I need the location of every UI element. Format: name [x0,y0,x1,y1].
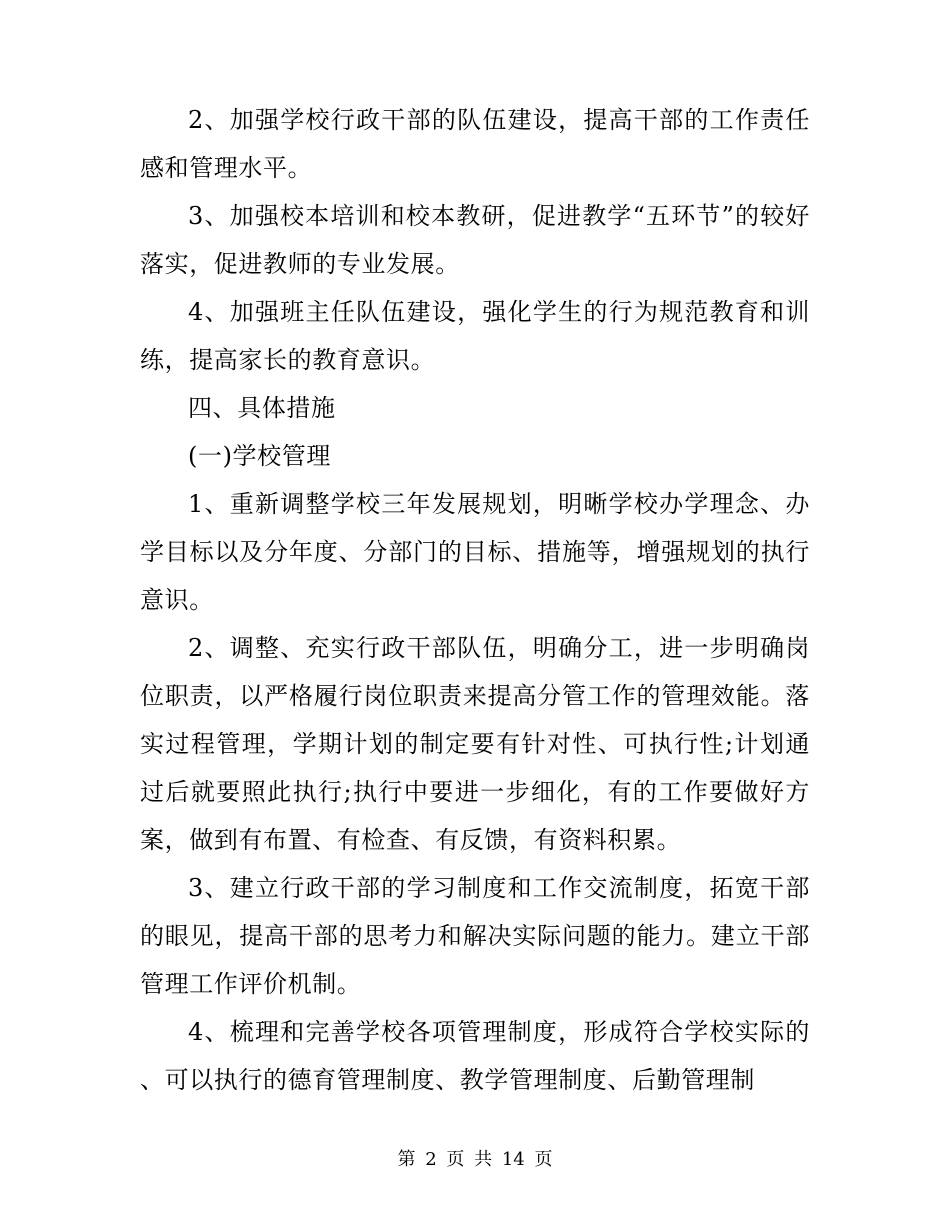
paragraph-admin-staffing: 2、调整、充实行政干部队伍，明确分工，进一步明确岗位职责，以严格履行岗位职责来提高分管工作的管理效能。落实过程管理，学期计划的制定要有针对性、可执行性;计划通过后就要照此执行;执行中要进一步细化，有的工作要做好方案，做到有布置、有检查、有反馈，有资料积累。 [140,634,810,854]
section-heading-measures: 四、具体措施 [188,394,336,422]
page-number-footer: 第 2 页 共 14 页 [397,1149,553,1170]
document-body [140,96,810,1104]
paragraph-class-teacher-team: 4、加强班主任队伍建设，强化学生的行为规范教育和训练，提高家长的教育意识。 [140,298,810,374]
paragraph-school-training-research: 3、加强校本培训和校本教研，促进教学“五环节”的较好落实，促进教师的专业发展。 [140,202,810,278]
paragraph-management-rules: 4、梳理和完善学校各项管理制度，形成符合学校实际的、可以执行的德育管理制度、教学管理制度、后勤管理制 [140,1018,810,1094]
paragraph-strengthen-admin-team: 2、加强学校行政干部的队伍建设，提高干部的工作责任感和管理水平。 [140,106,810,182]
paragraph-development-plan: 1、重新调整学校三年发展规划，明晰学校办学理念、办学目标以及分年度、分部门的目标、措施等，增强规划的执行意识。 [140,490,810,614]
subsection-heading-school-management: (一)学校管理 [188,442,331,470]
paragraph-study-system: 3、建立行政干部的学习制度和工作交流制度，拓宽干部的眼见，提高干部的思考力和解决实际问题的能力。建立干部管理工作评价机制。 [140,874,810,998]
